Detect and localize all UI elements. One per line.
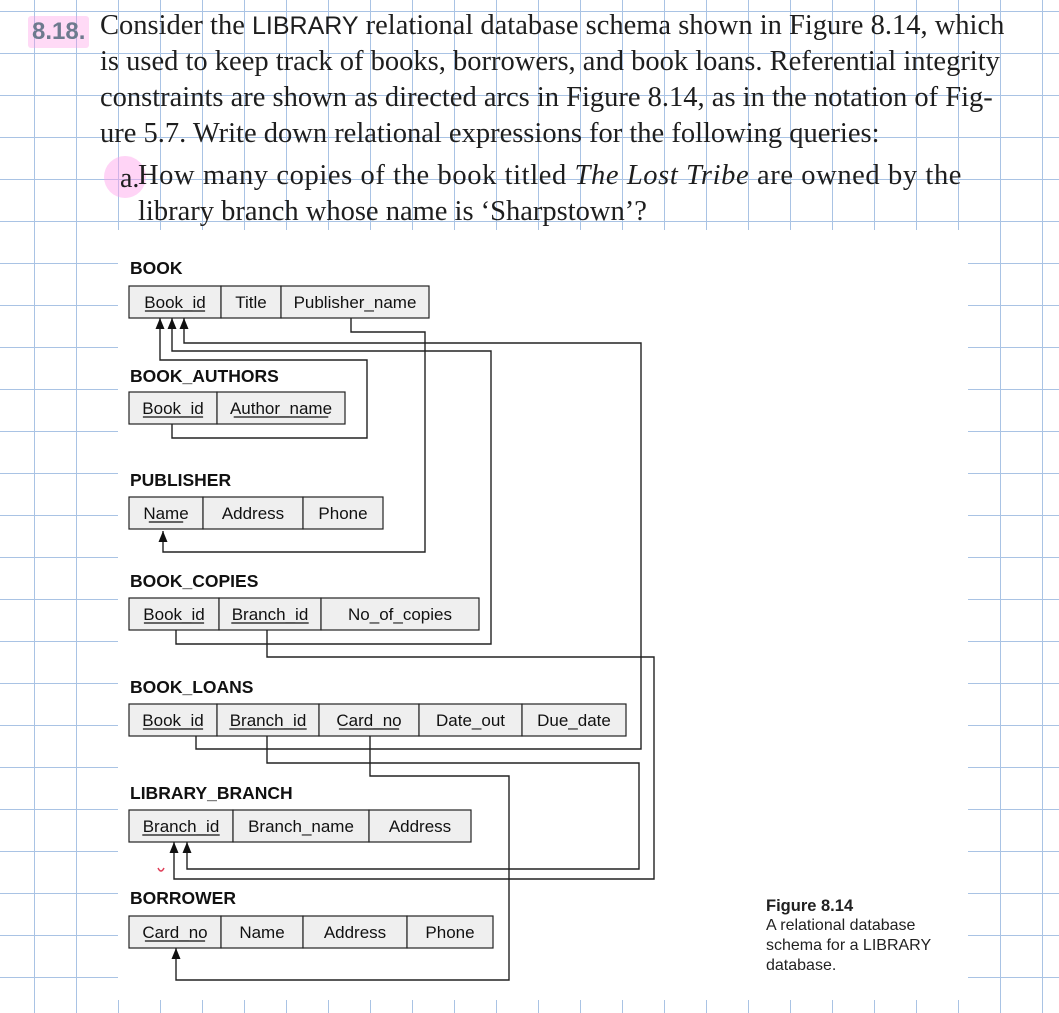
column-label-book-id: Book_id — [143, 605, 205, 624]
column-label-book-id: Book_id — [144, 293, 206, 312]
column-label-author-name: Author_name — [229, 399, 333, 418]
caption-text: A relational database schema for a LIBRARY database. — [766, 917, 931, 974]
column-label-branch-id: Branch_id — [229, 711, 307, 730]
stray-pen-mark — [158, 868, 164, 871]
question-text-segment: LIBRARY — [251, 12, 359, 40]
part-a-line-2: library branch whose name is ‘Sharpstown’? — [138, 196, 647, 227]
arrow-head-icon — [170, 842, 179, 853]
arrow-head-icon — [180, 318, 189, 329]
part-a-text-segment: How many copies of the book titled — [138, 160, 575, 191]
arrow-head-icon — [183, 842, 192, 853]
question-text-segment: relational database schema shown in Figure 8.14, which — [358, 10, 1005, 41]
column-label-branch-id: Branch_id — [142, 817, 220, 836]
arrow-head-icon — [156, 318, 165, 329]
question-text-segment: Consider the — [100, 10, 252, 41]
column-label-phone: Phone — [425, 923, 475, 942]
table-name-book-authors: BOOK_AUTHORS — [130, 366, 279, 386]
part-a-text-segment: are owned by the — [749, 160, 963, 191]
question-line-4: ure 5.7. Write down relational expressions for the following queries: — [100, 118, 880, 149]
table-name-publisher: PUBLISHER — [130, 470, 232, 490]
column-label-no-of-copies: No_of_copies — [348, 605, 452, 624]
table-name-library-branch: LIBRARY_BRANCH — [130, 783, 293, 803]
arrow-head-icon — [172, 948, 181, 959]
caption-title: Figure 8.14 — [766, 897, 854, 915]
column-label-address: Address — [221, 504, 285, 523]
column-label-book-id: Book_id — [142, 399, 204, 418]
part-a-letter: a. — [120, 163, 140, 194]
question-line-2: is used to keep track of books, borrowers, and book loans. Referential integrity — [100, 46, 1000, 77]
column-label-phone: Phone — [318, 504, 368, 523]
column-label-card-no: Card_no — [142, 923, 208, 942]
table-name-book-loans: BOOK_LOANS — [130, 677, 254, 697]
exercise-number: 8.18. — [28, 16, 89, 48]
figure-caption — [766, 896, 966, 976]
arrow-head-icon — [168, 318, 177, 329]
column-label-name: Name — [239, 923, 285, 942]
arrow-head-icon — [159, 531, 168, 542]
column-label-branch-id: Branch_id — [231, 605, 309, 624]
column-label-title: Title — [235, 293, 267, 312]
table-name-book-copies: BOOK_COPIES — [130, 571, 259, 591]
table-name-book: BOOK — [130, 258, 183, 278]
table-name-borrower: BORROWER — [130, 888, 236, 908]
column-label-address: Address — [323, 923, 387, 942]
question-line-3: constraints are shown as directed arcs in Figure 8.14, as in the notation of Fig- — [100, 82, 993, 113]
column-label-address: Address — [388, 817, 452, 836]
book-title: The Lost Tribe — [574, 160, 750, 191]
column-label-card-no: Card_no — [336, 711, 402, 730]
column-label-publisher-name: Publisher_name — [293, 293, 417, 312]
column-label-book-id: Book_id — [142, 711, 204, 730]
column-label-due-date: Due_date — [537, 711, 611, 730]
column-label-date-out: Date_out — [436, 711, 505, 730]
column-label-branch-name: Branch_name — [248, 817, 354, 836]
column-label-name: Name — [143, 504, 189, 523]
